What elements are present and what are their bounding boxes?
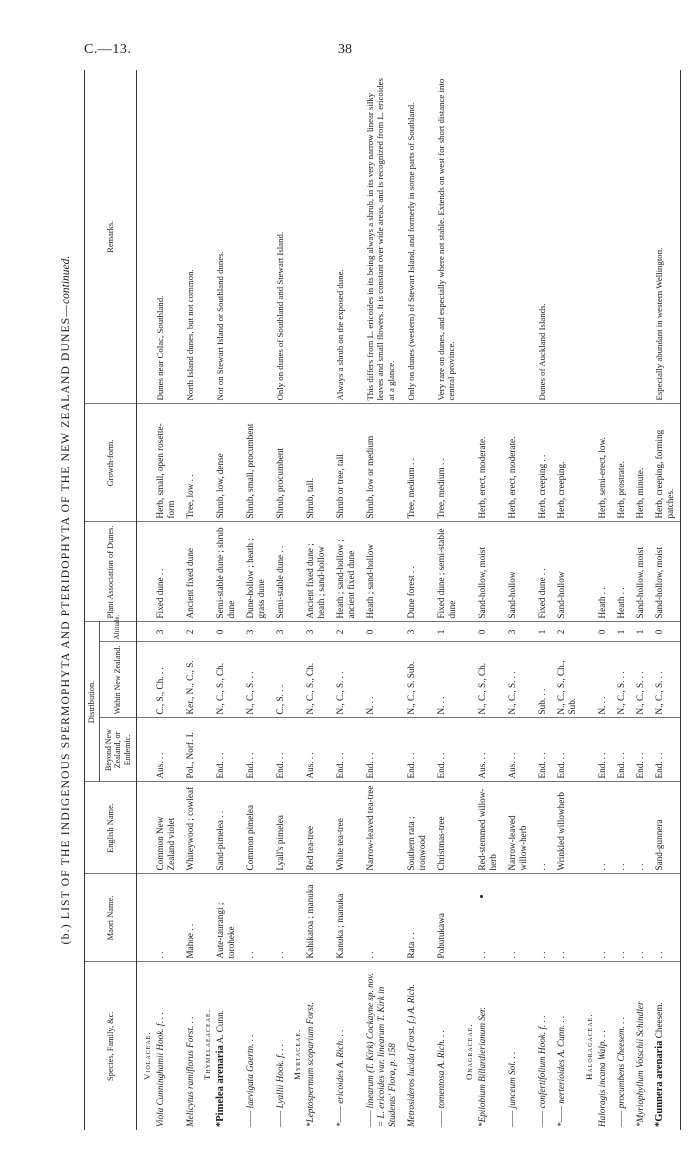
table-row (268, 70, 287, 1130)
growth-form-cell: Herb, small, open rosette-form (154, 404, 178, 522)
within-nz-cell: N., C., S. . . (647, 642, 681, 718)
altitude-cell: 1 (628, 622, 647, 642)
within-nz-cell: C., S. . . (268, 642, 287, 718)
species-table (84, 70, 681, 1130)
maori-name-cell: . . (596, 874, 609, 962)
col-species: Species, Family, &c. (85, 962, 137, 1130)
empty-cell (197, 642, 214, 718)
col-altitude: Altitude. (99, 622, 137, 642)
empty-cell (459, 70, 476, 404)
species-name: —— laevigata Gaertn. . . (245, 1034, 255, 1127)
altitude-cell: 1 (609, 622, 628, 642)
species-cell (476, 962, 500, 1130)
english-name-cell: White tea-tree (328, 782, 358, 874)
table-row (304, 70, 328, 1130)
maori-name-cell: . . (268, 874, 287, 962)
table-row (647, 70, 681, 1130)
empty-cell (197, 718, 214, 782)
species-name: —— junceum Sol. . . (507, 1051, 517, 1127)
table-row (476, 70, 500, 1130)
altitude-cell: 2 (178, 622, 197, 642)
maori-name-cell: . . (500, 874, 530, 962)
remarks-cell (628, 70, 647, 404)
altitude-cell: 0 (647, 622, 681, 642)
remarks-cell (549, 70, 579, 404)
association-cell: Sand-hollow (500, 522, 530, 622)
table-row (530, 70, 549, 1130)
association-cell: Fixed dune ; semi-stable dune (429, 522, 459, 622)
growth-form-cell: Shrub or tree, tall (328, 404, 358, 522)
altitude-cell: 3 (500, 622, 530, 642)
col-maori: Maori Name. (85, 874, 137, 962)
table-row (358, 70, 399, 1130)
empty-cell (137, 70, 155, 404)
association-cell: Fixed dune . . (530, 522, 549, 622)
within-nz-cell: N., C., S. . . (500, 642, 530, 718)
empty-cell (137, 404, 155, 522)
beyond-nz-cell: Aus. . . (500, 718, 530, 782)
empty-cell (137, 718, 155, 782)
english-name-cell: Lyall's pimelea (268, 782, 287, 874)
english-name-cell: Sand-pimelea . . (214, 782, 238, 874)
within-nz-cell: Sub. . . (530, 642, 549, 718)
species-name: *Leptospermum scoparium Forst. (305, 1002, 315, 1127)
species-name: Melicytus ramiflorus Forst. . . (185, 1016, 195, 1127)
empty-cell (579, 404, 596, 522)
growth-form-cell: Herb, creeping. (549, 404, 579, 522)
empty-cell (579, 642, 596, 718)
species-name: *Gunnera arenaria (654, 1040, 665, 1127)
species-name: *Myriophyllum Votschii Schindler (635, 1001, 645, 1127)
altitude-cell: 2 (549, 622, 579, 642)
maori-name-cell: Mahoe . . (178, 874, 197, 962)
species-authority: A. Cunn. (215, 1010, 225, 1046)
table-row (238, 70, 268, 1130)
empty-cell (137, 782, 155, 874)
empty-cell (137, 874, 155, 962)
growth-form-cell: Herb, prostrate. (609, 404, 628, 522)
species-name: Haloragis incana Walp. . . (597, 1030, 607, 1127)
english-name-cell: . . (609, 782, 628, 874)
growth-form-cell: Herb, semi-erect, low. (596, 404, 609, 522)
remarks-cell (238, 70, 268, 404)
within-nz-cell: N., C., S., Ch. (214, 642, 238, 718)
species-name: *—— nerterioides A. Cunn. . . (556, 1015, 566, 1127)
empty-cell (287, 404, 304, 522)
remarks-cell: This differs from L. ericoides in its being always a shrub, in its very narrow linear silky leaves and small flowers. It is constant over wide areas, and is recognized from L. ericoides at a glance. (358, 70, 399, 404)
table-row (178, 70, 197, 1130)
empty-cell (579, 782, 596, 874)
association-cell: Sand-hollow, moist (628, 522, 647, 622)
remarks-cell (476, 70, 500, 404)
table-row (549, 70, 579, 1130)
col-english: English Name. (85, 782, 137, 874)
empty-cell (287, 718, 304, 782)
remarks-cell (304, 70, 328, 404)
association-cell: Semi-stable dune ; shrub dune (214, 522, 238, 622)
family-heading-row (137, 70, 155, 1130)
species-name: —— linearum (T. Kirk) Cockayne sp. nov. = L. ericoides var. linearum T. Kirk in Students' Flora, p. 158 (365, 972, 397, 1127)
within-nz-cell: N., C., S., Ch. (476, 642, 500, 718)
family-heading-row (197, 70, 214, 1130)
table-row (429, 70, 459, 1130)
empty-cell (287, 642, 304, 718)
empty-cell (197, 782, 214, 874)
within-nz-cell: N. . . (429, 642, 459, 718)
growth-form-cell: Herb, minute. (628, 404, 647, 522)
maori-name-cell: Rata . . (399, 874, 429, 962)
page-number: 38 (338, 42, 352, 57)
english-name-cell: Narrow-leaved willow-herb (500, 782, 530, 874)
empty-cell (459, 782, 476, 874)
ink-dot (480, 895, 483, 898)
col-association: Plant Association of Dunes. (85, 522, 137, 622)
table-title (60, 70, 72, 1130)
association-cell: Heath . . (596, 522, 609, 622)
family-name: Haloragaceae. (584, 1013, 594, 1080)
growth-form-cell: Tree, medium . . (399, 404, 429, 522)
empty-cell (287, 782, 304, 874)
english-name-cell: Narrow-leaved tea-tree (358, 782, 399, 874)
page-header-code: C.—13. (84, 42, 132, 57)
beyond-nz-cell: Aus. . . (154, 718, 178, 782)
maori-name-cell: . . (358, 874, 399, 962)
remarks-cell (500, 70, 530, 404)
remarks-cell: Dunes of Auckland Islands. (530, 70, 549, 404)
beyond-nz-cell: End. . . (429, 718, 459, 782)
col-growth: Growth-form. (85, 404, 137, 522)
beyond-nz-cell: End. . . (530, 718, 549, 782)
beyond-nz-cell: End. . . (647, 718, 681, 782)
remarks-cell: Only on dunes (western) of Stewart Island, and formerly in some parts of Southland. (399, 70, 429, 404)
association-cell: Sand-hollow, moist (476, 522, 500, 622)
table-title-main: (b.) LIST OF THE INDIGENOUS SPERMOPHYTA AND PTERIDOPHYTA OF THE NEW ZEALAND DUNES— (60, 303, 72, 945)
family-name: Onagraceae. (464, 1023, 474, 1080)
family-name: Violaceae. (142, 1031, 152, 1080)
empty-cell (459, 642, 476, 718)
maori-name-cell: . . (549, 874, 579, 962)
col-beyond: Beyond New Zealand, or Endemic. (99, 718, 137, 782)
empty-cell (459, 874, 476, 962)
remarks-cell (596, 70, 609, 404)
beyond-nz-cell: Pol., Norf. I. (178, 718, 197, 782)
empty-cell (137, 522, 155, 622)
growth-form-cell: Shrub, small, procumbent (238, 404, 268, 522)
table-row (328, 70, 358, 1130)
altitude-cell: 0 (358, 622, 399, 642)
family-name: Thymelaeaceae. (202, 1009, 212, 1080)
within-nz-cell: N., C., S. . . (609, 642, 628, 718)
empty-cell (579, 874, 596, 962)
english-name-cell: Whiteywood ; cowleaf (178, 782, 197, 874)
species-name: Viola Cunninghamii Hook. f. . . (155, 1012, 165, 1127)
english-name-cell: Wrinkled willowherb (549, 782, 579, 874)
species-cell (500, 962, 530, 1130)
within-nz-cell: N., C., S. Sub. (399, 642, 429, 718)
association-cell: Ancient fixed dune ; heath ; sand-hollow (304, 522, 328, 622)
species-cell (358, 962, 399, 1130)
association-cell: Heath . . (609, 522, 628, 622)
growth-form-cell: Herb, creeping . . (530, 404, 549, 522)
english-name-cell: Common New Zealand violet (154, 782, 178, 874)
col-distribution: Distribution. (85, 622, 100, 782)
col-remarks: Remarks. (85, 70, 137, 404)
altitude-cell: 3 (268, 622, 287, 642)
beyond-nz-cell: Aus. . . (304, 718, 328, 782)
english-name-cell: Red-stemmed willow-herb (476, 782, 500, 874)
english-name-cell: Common pimelea (238, 782, 268, 874)
empty-cell (287, 522, 304, 622)
altitude-cell: 1 (429, 622, 459, 642)
empty-cell (579, 622, 596, 642)
maori-name-cell: . . (238, 874, 268, 962)
within-nz-cell: N., C., S. . . (628, 642, 647, 718)
association-cell: Semi-stable dune . . (268, 522, 287, 622)
within-nz-cell: N. . . (596, 642, 609, 718)
remarks-cell: Always a shrub on the exposed dune. (328, 70, 358, 404)
empty-cell (459, 522, 476, 622)
altitude-cell: 0 (214, 622, 238, 642)
remarks-cell: Dunes near Colac, Southland. (154, 70, 178, 404)
species-name: *—— ericoides A. Rich. . . (335, 1029, 345, 1127)
altitude-cell: 1 (530, 622, 549, 642)
beyond-nz-cell: End. . . (268, 718, 287, 782)
growth-form-cell: Shrub, tall. (304, 404, 328, 522)
species-cell (530, 962, 549, 1130)
empty-cell (197, 522, 214, 622)
family-heading-row (459, 70, 476, 1130)
beyond-nz-cell: End. . . (628, 718, 647, 782)
remarks-cell: Especially abundant in western Wellington. (647, 70, 681, 404)
empty-cell (287, 70, 304, 404)
species-name: —— confertifolium Hook. f. . . (537, 1015, 547, 1127)
species-cell (596, 962, 609, 1130)
species-cell (154, 962, 178, 1130)
table-row (154, 70, 178, 1130)
beyond-nz-cell: End. . . (596, 718, 609, 782)
beyond-nz-cell: End. . . (399, 718, 429, 782)
altitude-cell: 3 (154, 622, 178, 642)
empty-cell (579, 522, 596, 622)
english-name-cell: . . (628, 782, 647, 874)
table-row (500, 70, 530, 1130)
species-cell (214, 962, 238, 1130)
species-cell (328, 962, 358, 1130)
beyond-nz-cell: End. . . (358, 718, 399, 782)
remarks-cell: Not on Stewart Island or Southland dunes. (214, 70, 238, 404)
species-cell (549, 962, 579, 1130)
empty-cell (579, 718, 596, 782)
species-name: —— procumbens Cheesem. . . (616, 1016, 626, 1127)
species-cell (399, 962, 429, 1130)
species-cell (304, 962, 328, 1130)
altitude-cell: 0 (596, 622, 609, 642)
table-title-continued: continued. (60, 255, 72, 304)
within-nz-cell: N. . . (358, 642, 399, 718)
species-cell (647, 962, 681, 1130)
species-cell (268, 962, 287, 1130)
beyond-nz-cell: End. . . (609, 718, 628, 782)
beyond-nz-cell: End. . . (238, 718, 268, 782)
within-nz-cell: Ker., N., C., S. (178, 642, 197, 718)
within-nz-cell: N., C., S., Ch. (304, 642, 328, 718)
species-name: —— Lyallii Hook. f. . . (275, 1043, 285, 1127)
remarks-cell: Only on dunes of Southland and Stewart Island. (268, 70, 287, 404)
empty-cell (287, 874, 304, 962)
table-row (609, 70, 628, 1130)
species-cell (178, 962, 197, 1130)
association-cell: Sand-hollow (549, 522, 579, 622)
beyond-nz-cell: End. . . (214, 718, 238, 782)
table-row (628, 70, 647, 1130)
beyond-nz-cell: Aus. . . (476, 718, 500, 782)
species-cell (628, 962, 647, 1130)
english-name-cell: . . (596, 782, 609, 874)
maori-name-cell: . . (647, 874, 681, 962)
association-cell: Heath ; sand-hollow ; ancient fixed dune (328, 522, 358, 622)
english-name-cell: . . (530, 782, 549, 874)
species-cell (429, 962, 459, 1130)
english-name-cell: Sand-gunnera (647, 782, 681, 874)
within-nz-cell: N., C., S. . . (238, 642, 268, 718)
empty-cell (287, 622, 304, 642)
maori-name-cell: . . (628, 874, 647, 962)
growth-form-cell: Shrub, procumbent (268, 404, 287, 522)
empty-cell (197, 70, 214, 404)
family-heading-row (287, 70, 304, 1130)
rotated-page-content (60, 70, 700, 1130)
col-within: Within New Zealand. (99, 642, 137, 718)
family-name: Myrtaceae. (292, 1028, 302, 1080)
empty-cell (197, 622, 214, 642)
maori-name-cell: . . (530, 874, 549, 962)
association-cell: Fixed dune . . (154, 522, 178, 622)
beyond-nz-cell: End. . . (549, 718, 579, 782)
species-name: —— tomentosa A. Rich. . . (436, 1029, 446, 1127)
empty-cell (197, 404, 214, 522)
empty-cell (579, 70, 596, 404)
species-cell (609, 962, 628, 1130)
growth-form-cell: Herb, erect, moderate. (476, 404, 500, 522)
empty-cell (137, 622, 155, 642)
english-name-cell: Southern rata ; ironwood (399, 782, 429, 874)
maori-name-cell: Kanuka ; manuka (328, 874, 358, 962)
altitude-cell: 2 (328, 622, 358, 642)
association-cell: Sand-hollow, moist (647, 522, 681, 622)
association-cell: Heath ; sand-hollow (358, 522, 399, 622)
growth-form-cell: Shrub, low, dense (214, 404, 238, 522)
association-cell: Dune-hollow ; heath ; grass dune (238, 522, 268, 622)
remarks-cell: Very rare on dunes, and especially where not stable. Extends on west for short distance into central province. (429, 70, 459, 404)
table-row (399, 70, 429, 1130)
altitude-cell: 3 (304, 622, 328, 642)
species-name: *Epilobium Billardierianum Ser. (477, 1007, 487, 1127)
growth-form-cell: Herb, erect, moderate. (500, 404, 530, 522)
association-cell: Ancient fixed dune (178, 522, 197, 622)
within-nz-cell: C., S., Ch. . . (154, 642, 178, 718)
within-nz-cell: N., C., S., Ch., Sub. (549, 642, 579, 718)
empty-cell (459, 404, 476, 522)
table-row (214, 70, 238, 1130)
empty-cell (459, 622, 476, 642)
remarks-cell: North Island dunes, but not common. (178, 70, 197, 404)
family-heading-row (579, 70, 596, 1130)
altitude-cell: 0 (476, 622, 500, 642)
species-cell (238, 962, 268, 1130)
growth-form-cell: Shrub, low or medium (358, 404, 399, 522)
maori-name-cell: Kahikatoa ; manuka (304, 874, 328, 962)
species-authority: Cheesem. (654, 1002, 664, 1041)
beyond-nz-cell: End. . . (328, 718, 358, 782)
species-name: Metrosideros lucida (Forst. f.) A. Rich. (406, 984, 416, 1127)
empty-cell (197, 874, 214, 962)
remarks-cell (609, 70, 628, 404)
maori-name-cell: . . (154, 874, 178, 962)
growth-form-cell: Tree, low . . (178, 404, 197, 522)
empty-cell (459, 718, 476, 782)
english-name-cell: Christmas-tree (429, 782, 459, 874)
growth-form-cell: Tree, medium . . (429, 404, 459, 522)
altitude-cell: 3 (399, 622, 429, 642)
maori-name-cell: Aute-taurangi ; toroheke (214, 874, 238, 962)
maori-name-cell: . . (476, 874, 500, 962)
table-row (596, 70, 609, 1130)
species-name: *Pimelea arenaria (215, 1045, 226, 1127)
maori-name-cell: Pohutukawa (429, 874, 459, 962)
empty-cell (137, 642, 155, 718)
association-cell: Dune forest . . (399, 522, 429, 622)
growth-form-cell: Herb, creeping, forming patches. (647, 404, 681, 522)
altitude-cell: 3 (238, 622, 268, 642)
within-nz-cell: N., C., S. . . (328, 642, 358, 718)
english-name-cell: Red tea-tree (304, 782, 328, 874)
maori-name-cell: . . (609, 874, 628, 962)
